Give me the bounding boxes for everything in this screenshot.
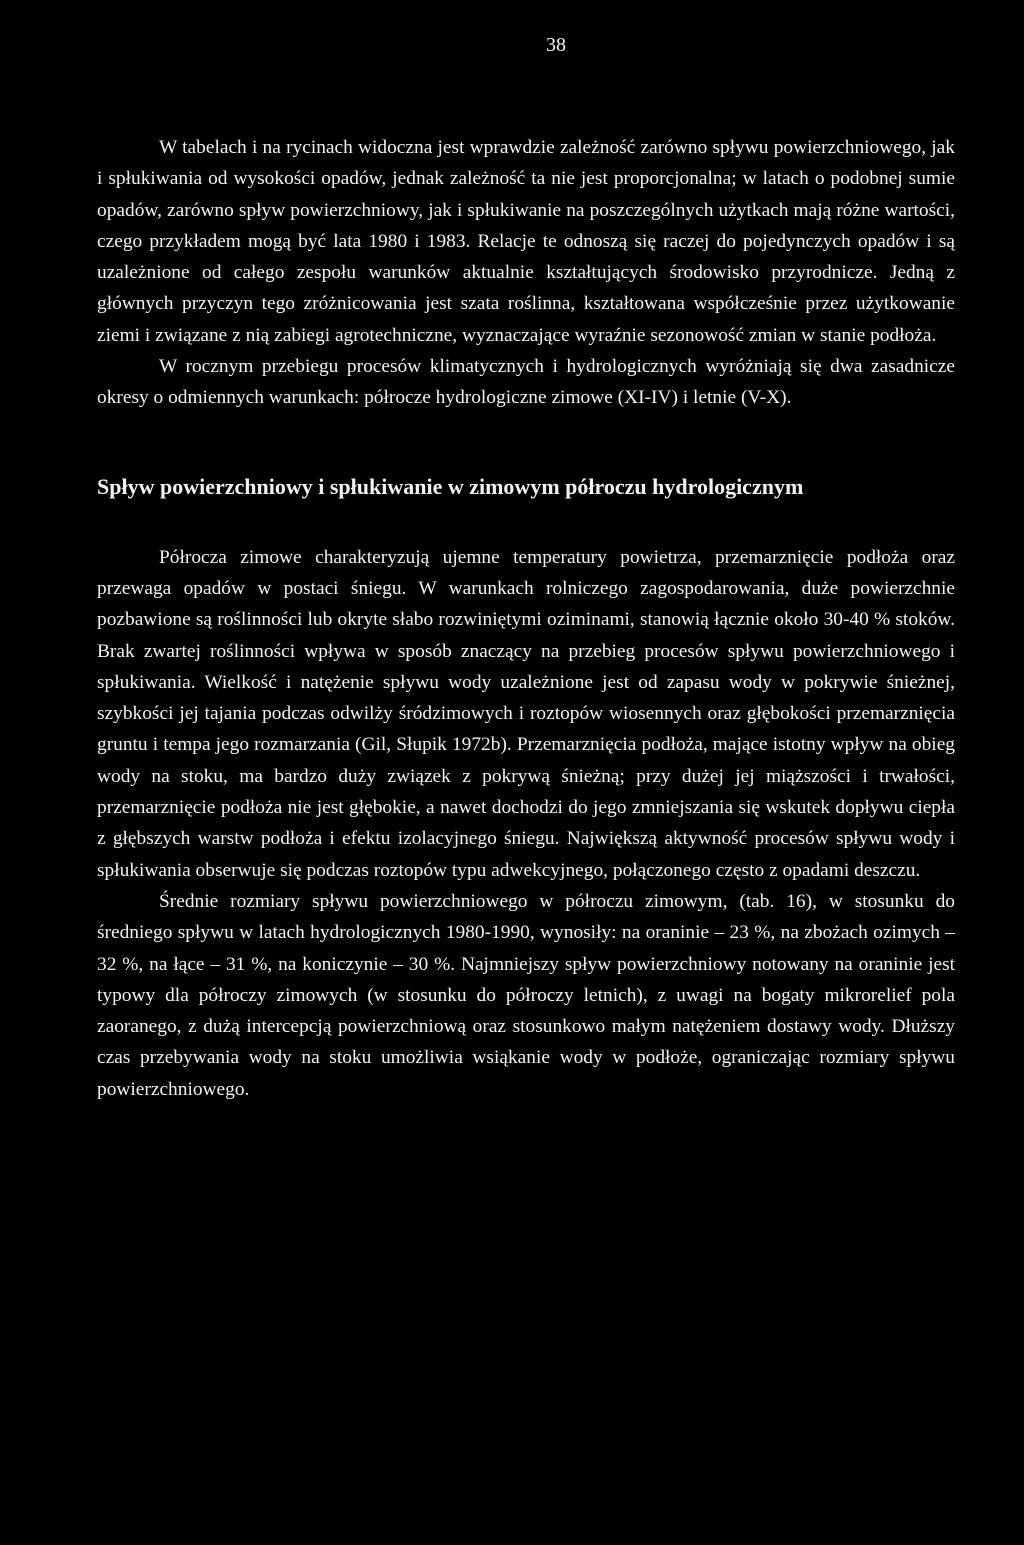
page-number: 38 [546, 34, 566, 56]
paragraph-dependence: W tabelach i na rycinach widoczna jest wprawdzie zależność zarówno spływu powierzchniowego, jak i spłukiwania od wysokości opadów, jednak zależność ta nie jest proporcjonalna; w latach o podobnej sumie opadów, zarówno spływ powierzchniowy, jak i spłukiwanie na poszczególnych użytkach mają różne wartości, czego przykładem mogą być lata 1980 i 1983. Relacje te odnoszą się raczej do pojedynczych opadów i są uzależnione od całego zespołu warunków aktualnie kształtujących środowisko przyrodnicze. Jedną z głównych przyczyn tego zróżnicowania jest szata roślinna, kształtowana współcześnie przez użytkowanie ziemi i związane z nią zabiegi agrotechniczne, wyznaczające wyraźnie sezonowość zmian w stanie podłoża. [97, 137, 955, 346]
paragraph-annual-cycle: W rocznym przebiegu procesów klimatycznych i hydrologicznych wyróżniają się dwa zasadnicze okresy o odmiennych warunkach: półrocze hydrologiczne zimowe (XI-IV) i letnie (V-X). [97, 356, 955, 409]
paragraph-average-runoff: Średnie rozmiary spływu powierzchniowego w półroczu zimowym, (tab. 16), w stosunku do średniego spływu w latach hydrologicznych 1980-1990, wynosiły: na oraninie – 23 %, na zbożach ozimych – 32 %, na łące – 31 %, na koniczynie – 30 %. Najmniejszy spływ powierzchniowy notowany na oraninie jest typowy dla półroczy zimowych (w stosunku do półroczy letnich), z uwagi na bogaty mikrorelief pola zaoranego, z dużą intercepcją powierzchniową oraz stosunkowo małym natężeniem dostawy wody. Dłuższy czas przebywania wody na stoku umożliwia wsiąkanie wody w podłoże, ograniczając rozmiary spływu powierzchniowego. [97, 890, 955, 1100]
section-heading: Spływ powierzchniowy i spłukiwanie w zimowym półroczu hydrologicznym [97, 473, 804, 499]
document-page [97, 30, 955, 1105]
paragraph-winter-conditions: Półrocza zimowe charakteryzują ujemne temperatury powietrza, przemarznięcie podłoża oraz przewaga opadów w postaci śniegu. W warunkach rolniczego zagospodarowania, duże powierzchnie pozbawione są roślinności lub okryte słabo rozwiniętymi oziminami, stanowią łącznie około 30-40 % stoków. Brak zwartej roślinności wpływa w sposób znaczący na przebieg procesów spływu powierzchniowego i spłukiwania. Wielkość i natężenie spływu wody uzależnione jest od zapasu wody w pokrywie śnieżnej, szybkości jej tajania podczas odwilży śródzimowych i roztopów wiosennych oraz głębokości przemarznięcia gruntu i tempa jego rozmarzania (Gil, Słupik 1972b). Przemarznięcia podłoża, mające istotny wpływ na obieg wody na stoku, ma bardzo duży związek z pokrywą śnieżną; przy dużej jej miąższości i trwałości, przemarznięcie podłoża nie jest głębokie, a nawet dochodzi do jego zmniejszania się wskutek dopływu ciepła z głębszych warstw podłoża i efektu izolacyjnego śniegu. Największą aktywność procesów spływu wody i spłukiwania obserwuje się podczas roztopów typu adwekcyjnego, połączonego często z opadami deszczu. [97, 546, 955, 881]
